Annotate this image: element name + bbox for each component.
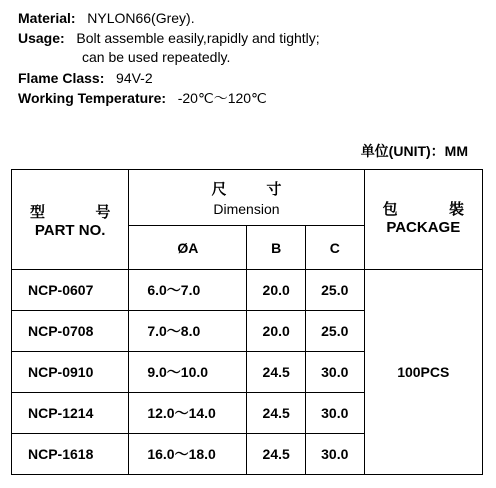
c-cell: 30.0	[305, 393, 364, 434]
part-cell: NCP-0607	[12, 270, 129, 311]
dimension-en: Dimension	[213, 201, 280, 217]
col-c-header: C	[305, 226, 364, 270]
c-cell: 25.0	[305, 270, 364, 311]
material-row	[18, 9, 195, 28]
package-cn-2: 裝	[448, 201, 464, 218]
usage-label: Usage:	[18, 30, 65, 46]
package-cn-1: 包	[382, 201, 398, 218]
unit-label: 单位(UNIT)：MM	[360, 143, 468, 159]
dimension-cn-2: 寸	[266, 181, 282, 198]
dimension-cn-1: 尺	[211, 181, 227, 198]
col-b-header: B	[247, 226, 306, 270]
flame-row	[18, 69, 153, 88]
b-cell: 20.0	[247, 311, 306, 352]
header-part-no	[12, 170, 129, 270]
temperature-label: Working Temperature:	[18, 90, 167, 106]
part-cell: NCP-0708	[12, 311, 129, 352]
a-cell: 9.0～10.0	[129, 352, 247, 393]
part-no-cn-1: 型	[30, 203, 46, 221]
b-cell: 24.5	[247, 352, 306, 393]
usage-value-line2: can be used repeatedly.	[82, 49, 231, 65]
part-cell: NCP-0910	[12, 352, 129, 393]
a-cell: 6.0～7.0	[129, 270, 247, 311]
flame-value: 94V-2	[116, 70, 153, 86]
header-row	[12, 170, 483, 226]
table-row	[12, 270, 483, 311]
b-cell: 24.5	[247, 393, 306, 434]
part-no-en: PART NO.	[34, 221, 106, 239]
spec-table	[11, 169, 483, 475]
usage-value-line1: Bolt assemble easily,rapidly and tightly;	[76, 30, 320, 46]
a-cell: 7.0～8.0	[129, 311, 247, 352]
c-cell: 25.0	[305, 311, 364, 352]
col-a-header: ØA	[129, 226, 247, 270]
header-package	[364, 170, 482, 270]
part-cell: NCP-1214	[12, 393, 129, 434]
part-cell: NCP-1618	[12, 434, 129, 475]
a-cell: 16.0～18.0	[129, 434, 247, 475]
c-cell: 30.0	[305, 434, 364, 475]
package-cn	[365, 198, 482, 219]
part-no-cn-2: 号	[95, 203, 111, 221]
dimension-cn	[211, 178, 281, 199]
b-cell: 20.0	[247, 270, 306, 311]
temperature-value: -20℃～120℃	[177, 90, 267, 106]
b-cell: 24.5	[247, 434, 306, 475]
temperature-row	[18, 89, 267, 108]
package-en: PACKAGE	[386, 219, 461, 236]
a-cell: 12.0～14.0	[129, 393, 247, 434]
flame-label: Flame Class:	[18, 70, 105, 86]
material-value: NYLON66(Grey).	[87, 10, 195, 26]
header-dimension	[129, 170, 364, 226]
usage-row	[18, 29, 320, 48]
usage-row-2	[82, 48, 230, 67]
package-cell: 100PCS	[364, 270, 482, 475]
c-cell: 30.0	[305, 352, 364, 393]
material-label: Material:	[18, 10, 76, 26]
part-no-cn	[12, 201, 128, 222]
